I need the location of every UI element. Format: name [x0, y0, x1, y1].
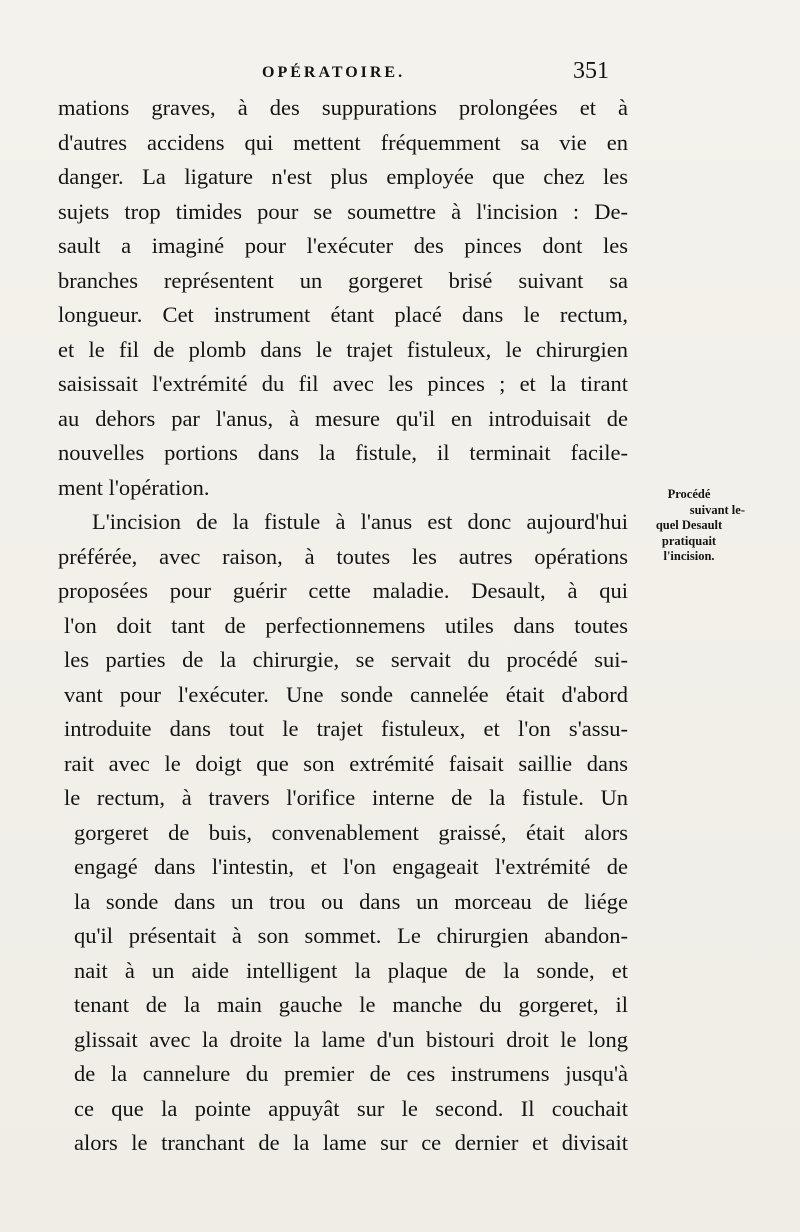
body-text: [58, 91, 628, 1161]
text-line: rait avec le doigt que son extrémité faisait saillie dans: [64, 750, 628, 776]
margin-note-line: Procédé: [667, 487, 711, 501]
text-line: ce que la pointe appuyât sur le second. Il couchait: [74, 1095, 628, 1121]
running-title: OPÉRATOIRE.: [262, 64, 406, 81]
margin-note-line: pratiquait: [661, 533, 717, 548]
text-line: sujets trop timides pour se soumettre à l'incision : De-: [58, 198, 628, 224]
text-line: branches représentent un gorgeret brisé suivant sa: [58, 267, 628, 293]
text-line: glissait avec la droite la lame d'un bistouri droit le long: [74, 1026, 628, 1052]
text-line: tenant de la main gauche le manche du gorgeret, il: [74, 992, 628, 1017]
text-line: vant pour l'exécuter. Une sonde cannelée était d'abord: [64, 681, 628, 707]
text-line: saisissait l'extrémité du fil avec les pinces ; et la tirant: [58, 371, 628, 396]
text-line: nait à un aide intelligent la plaque de la sonde, et: [74, 957, 628, 983]
paragraph-first-line: L'incision de la fistule à l'anus est donc aujourd'hui: [92, 509, 628, 534]
text-line: de la cannelure du premier de ces instrumens jusqu'à: [74, 1061, 628, 1086]
text-line: ment l'opération.: [58, 474, 210, 500]
margin-note-line: quel Desault: [655, 518, 723, 532]
text-line: alors le tranchant de la lame sur ce dernier et divisait: [74, 1130, 628, 1155]
margin-note-line: suivant le-: [689, 502, 745, 517]
text-line: engagé dans l'intestin, et l'on engageait l'extrémité de: [74, 854, 628, 879]
text-line: longueur. Cet instrument étant placé dans le rectum,: [58, 302, 628, 327]
text-line: sault a imaginé pour l'exécuter des pinces dont les: [58, 233, 628, 258]
text-line: et le fil de plomb dans le trajet fistuleux, le chirurgien: [58, 336, 628, 362]
text-line: gorgeret de buis, convenablement graissé, était alors: [74, 819, 628, 845]
text-line: au dehors par l'anus, à mesure qu'il en introduisait de: [58, 405, 628, 431]
text-line: qu'il présentait à son sommet. Le chirurgien abandon-: [74, 923, 628, 948]
text-line: le rectum, à travers l'orifice interne de la fistule. Un: [64, 785, 628, 810]
text-line: l'on doit tant de perfectionnemens utiles dans toutes: [64, 612, 628, 638]
text-line: d'autres accidens qui mettent fréquemment sa vie en: [58, 129, 628, 155]
text-line: danger. La ligature n'est plus employée que chez les: [58, 164, 628, 189]
text-line: introduite dans tout le trajet fistuleux, et l'on s'assu-: [64, 716, 628, 741]
margin-note-line: l'incision.: [663, 549, 715, 563]
text-line: les parties de la chirurgie, se servait du procédé sui-: [64, 647, 628, 672]
margin-note: [633, 487, 745, 565]
text-line: nouvelles portions dans la fistule, il terminait facile-: [58, 440, 628, 465]
text-line: préférée, avec raison, à toutes les autres opérations: [58, 543, 628, 569]
text-line: proposées pour guérir cette maladie. Desault, à qui: [58, 578, 628, 603]
text-line: la sonde dans un trou ou dans un morceau de liége: [74, 888, 628, 914]
page-header: [0, 58, 800, 88]
page-number: 351: [573, 58, 609, 84]
text-line: mations graves, à des suppurations prolongées et à: [58, 95, 628, 120]
